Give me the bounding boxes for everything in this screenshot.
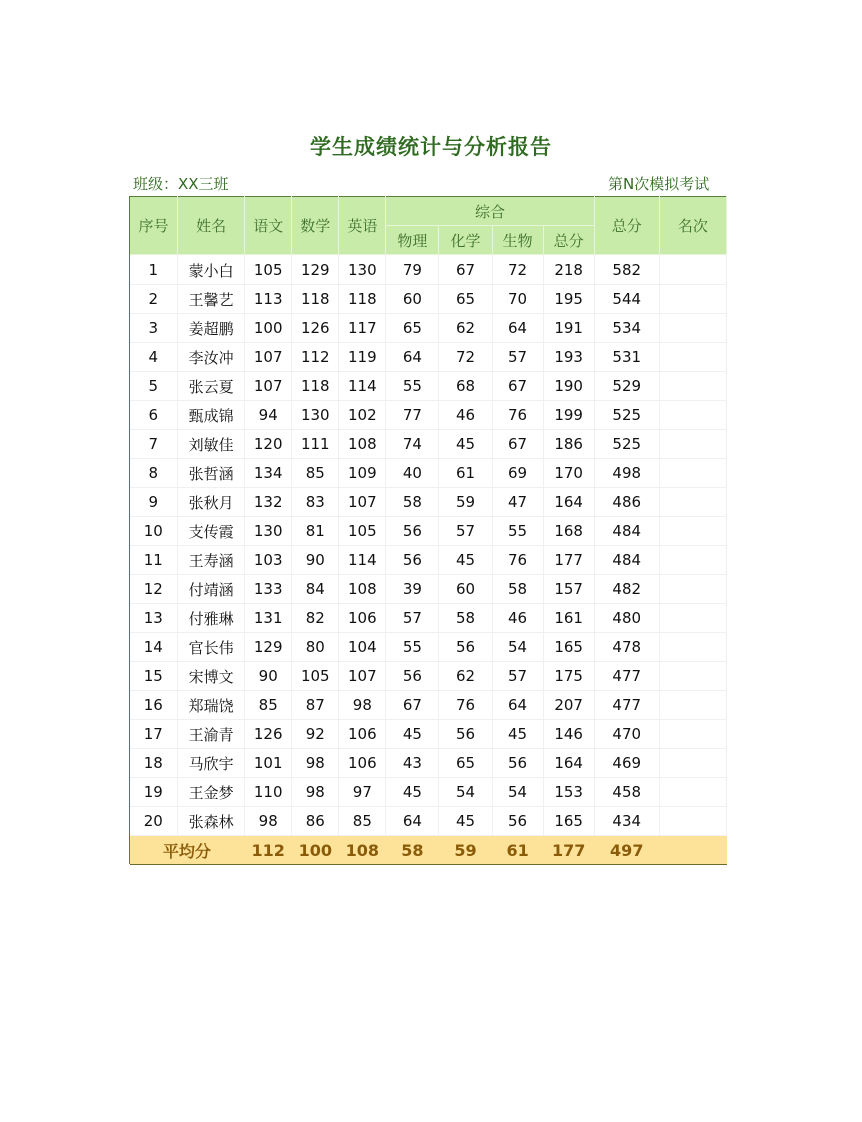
cell-index: 12 xyxy=(130,575,178,604)
cell-chemistry: 60 xyxy=(439,575,492,604)
cell-chinese: 129 xyxy=(245,633,292,662)
table-row xyxy=(130,662,727,691)
cell-index: 6 xyxy=(130,401,178,430)
cell-rank xyxy=(659,720,726,749)
header-total: 总分 xyxy=(594,197,659,255)
cell-name: 张秋月 xyxy=(178,488,245,517)
cell-math: 98 xyxy=(292,749,339,778)
cell-physics: 39 xyxy=(386,575,439,604)
cell-chinese: 105 xyxy=(245,255,292,285)
cell-index: 8 xyxy=(130,459,178,488)
cell-rank xyxy=(659,459,726,488)
table-row xyxy=(130,343,727,372)
cell-english: 106 xyxy=(339,604,386,633)
cell-chemistry: 72 xyxy=(439,343,492,372)
cell-total: 484 xyxy=(594,517,659,546)
average-english: 108 xyxy=(339,836,386,865)
cell-chemistry: 56 xyxy=(439,633,492,662)
cell-name: 郑瑞饶 xyxy=(178,691,245,720)
table-row xyxy=(130,720,727,749)
cell-physics: 60 xyxy=(386,285,439,314)
cell-chemistry: 59 xyxy=(439,488,492,517)
cell-english: 119 xyxy=(339,343,386,372)
cell-chinese: 134 xyxy=(245,459,292,488)
cell-biology: 56 xyxy=(492,749,543,778)
average-math: 100 xyxy=(292,836,339,865)
cell-biology: 47 xyxy=(492,488,543,517)
header-biology: 生物 xyxy=(492,226,543,255)
cell-rank xyxy=(659,255,726,285)
cell-total: 469 xyxy=(594,749,659,778)
cell-chemistry: 65 xyxy=(439,285,492,314)
cell-index: 14 xyxy=(130,633,178,662)
cell-index: 19 xyxy=(130,778,178,807)
cell-math: 81 xyxy=(292,517,339,546)
cell-math: 105 xyxy=(292,662,339,691)
cell-index: 15 xyxy=(130,662,178,691)
average-chemistry: 59 xyxy=(439,836,492,865)
cell-english: 102 xyxy=(339,401,386,430)
cell-math: 92 xyxy=(292,720,339,749)
cell-rank xyxy=(659,488,726,517)
average-total: 497 xyxy=(594,836,659,865)
cell-rank xyxy=(659,430,726,459)
cell-biology: 72 xyxy=(492,255,543,285)
cell-chemistry: 57 xyxy=(439,517,492,546)
cell-english: 104 xyxy=(339,633,386,662)
cell-english: 106 xyxy=(339,749,386,778)
cell-rank xyxy=(659,604,726,633)
cell-biology: 67 xyxy=(492,372,543,401)
table-row xyxy=(130,778,727,807)
cell-chinese: 85 xyxy=(245,691,292,720)
cell-comp-total: 186 xyxy=(543,430,594,459)
cell-english: 118 xyxy=(339,285,386,314)
cell-rank xyxy=(659,546,726,575)
cell-index: 17 xyxy=(130,720,178,749)
cell-biology: 57 xyxy=(492,343,543,372)
header-name: 姓名 xyxy=(178,197,245,255)
cell-chinese: 107 xyxy=(245,372,292,401)
cell-comp-total: 191 xyxy=(543,314,594,343)
cell-math: 90 xyxy=(292,546,339,575)
cell-name: 王金梦 xyxy=(178,778,245,807)
cell-english: 97 xyxy=(339,778,386,807)
cell-chinese: 103 xyxy=(245,546,292,575)
cell-name: 马欣宇 xyxy=(178,749,245,778)
cell-chinese: 133 xyxy=(245,575,292,604)
average-rank xyxy=(659,836,726,865)
cell-total: 477 xyxy=(594,662,659,691)
cell-chinese: 126 xyxy=(245,720,292,749)
cell-english: 105 xyxy=(339,517,386,546)
cell-name: 张云夏 xyxy=(178,372,245,401)
cell-chemistry: 45 xyxy=(439,546,492,575)
cell-math: 80 xyxy=(292,633,339,662)
cell-physics: 43 xyxy=(386,749,439,778)
cell-physics: 64 xyxy=(386,343,439,372)
cell-chemistry: 67 xyxy=(439,255,492,285)
cell-name: 甄成锦 xyxy=(178,401,245,430)
table-row xyxy=(130,285,727,314)
cell-biology: 58 xyxy=(492,575,543,604)
table-row xyxy=(130,488,727,517)
cell-comp-total: 165 xyxy=(543,633,594,662)
table-row xyxy=(130,691,727,720)
header-rank: 名次 xyxy=(659,197,726,255)
cell-rank xyxy=(659,285,726,314)
cell-name: 张哲涵 xyxy=(178,459,245,488)
cell-physics: 57 xyxy=(386,604,439,633)
table-row xyxy=(130,401,727,430)
cell-total: 486 xyxy=(594,488,659,517)
cell-english: 98 xyxy=(339,691,386,720)
cell-chinese: 94 xyxy=(245,401,292,430)
cell-english: 109 xyxy=(339,459,386,488)
cell-chemistry: 61 xyxy=(439,459,492,488)
cell-english: 85 xyxy=(339,807,386,836)
cell-rank xyxy=(659,343,726,372)
cell-rank xyxy=(659,401,726,430)
cell-physics: 77 xyxy=(386,401,439,430)
header-math: 数学 xyxy=(292,197,339,255)
cell-chinese: 110 xyxy=(245,778,292,807)
cell-biology: 76 xyxy=(492,546,543,575)
cell-chemistry: 65 xyxy=(439,749,492,778)
cell-name: 蒙小白 xyxy=(178,255,245,285)
cell-rank xyxy=(659,749,726,778)
cell-chemistry: 45 xyxy=(439,807,492,836)
cell-chemistry: 68 xyxy=(439,372,492,401)
cell-biology: 69 xyxy=(492,459,543,488)
cell-comp-total: 218 xyxy=(543,255,594,285)
cell-total: 480 xyxy=(594,604,659,633)
table-footer xyxy=(130,836,727,865)
cell-total: 477 xyxy=(594,691,659,720)
cell-rank xyxy=(659,662,726,691)
cell-biology: 64 xyxy=(492,314,543,343)
cell-name: 姜超鹏 xyxy=(178,314,245,343)
table-header xyxy=(130,197,727,255)
cell-comp-total: 164 xyxy=(543,749,594,778)
cell-math: 85 xyxy=(292,459,339,488)
cell-rank xyxy=(659,691,726,720)
cell-total: 525 xyxy=(594,401,659,430)
average-chinese: 112 xyxy=(245,836,292,865)
cell-name: 付靖涵 xyxy=(178,575,245,604)
cell-biology: 45 xyxy=(492,720,543,749)
header-english: 英语 xyxy=(339,197,386,255)
cell-rank xyxy=(659,517,726,546)
cell-math: 86 xyxy=(292,807,339,836)
cell-math: 83 xyxy=(292,488,339,517)
cell-rank xyxy=(659,778,726,807)
cell-biology: 67 xyxy=(492,430,543,459)
cell-chemistry: 45 xyxy=(439,430,492,459)
cell-biology: 70 xyxy=(492,285,543,314)
cell-index: 5 xyxy=(130,372,178,401)
header-chinese: 语文 xyxy=(245,197,292,255)
cell-chemistry: 54 xyxy=(439,778,492,807)
cell-physics: 79 xyxy=(386,255,439,285)
cell-biology: 56 xyxy=(492,807,543,836)
cell-comp-total: 190 xyxy=(543,372,594,401)
cell-physics: 58 xyxy=(386,488,439,517)
table-row xyxy=(130,372,727,401)
average-biology: 61 xyxy=(492,836,543,865)
cell-english: 114 xyxy=(339,546,386,575)
cell-chemistry: 62 xyxy=(439,314,492,343)
cell-total: 458 xyxy=(594,778,659,807)
cell-name: 王寿涵 xyxy=(178,546,245,575)
cell-english: 108 xyxy=(339,430,386,459)
cell-index: 9 xyxy=(130,488,178,517)
cell-total: 484 xyxy=(594,546,659,575)
cell-total: 434 xyxy=(594,807,659,836)
cell-total: 470 xyxy=(594,720,659,749)
cell-english: 107 xyxy=(339,488,386,517)
score-table xyxy=(129,196,727,865)
cell-total: 525 xyxy=(594,430,659,459)
cell-biology: 54 xyxy=(492,633,543,662)
cell-comp-total: 193 xyxy=(543,343,594,372)
cell-biology: 54 xyxy=(492,778,543,807)
cell-comp-total: 195 xyxy=(543,285,594,314)
cell-rank xyxy=(659,372,726,401)
cell-total: 478 xyxy=(594,633,659,662)
cell-index: 7 xyxy=(130,430,178,459)
cell-english: 106 xyxy=(339,720,386,749)
cell-name: 刘敏佳 xyxy=(178,430,245,459)
table-row xyxy=(130,633,727,662)
average-comp-total: 177 xyxy=(543,836,594,865)
average-physics: 58 xyxy=(386,836,439,865)
table-row xyxy=(130,749,727,778)
cell-chemistry: 56 xyxy=(439,720,492,749)
cell-biology: 64 xyxy=(492,691,543,720)
cell-biology: 57 xyxy=(492,662,543,691)
cell-math: 98 xyxy=(292,778,339,807)
cell-rank xyxy=(659,807,726,836)
cell-rank xyxy=(659,633,726,662)
table-row xyxy=(130,430,727,459)
cell-total: 529 xyxy=(594,372,659,401)
cell-physics: 67 xyxy=(386,691,439,720)
table-row xyxy=(130,459,727,488)
table-row xyxy=(130,255,727,285)
cell-english: 107 xyxy=(339,662,386,691)
cell-index: 1 xyxy=(130,255,178,285)
cell-chinese: 130 xyxy=(245,517,292,546)
cell-index: 11 xyxy=(130,546,178,575)
cell-index: 4 xyxy=(130,343,178,372)
cell-physics: 45 xyxy=(386,778,439,807)
cell-chinese: 101 xyxy=(245,749,292,778)
table-row xyxy=(130,807,727,836)
cell-physics: 55 xyxy=(386,633,439,662)
header-comprehensive: 综合 xyxy=(386,197,594,226)
cell-math: 111 xyxy=(292,430,339,459)
cell-name: 支传霞 xyxy=(178,517,245,546)
cell-comp-total: 207 xyxy=(543,691,594,720)
cell-total: 534 xyxy=(594,314,659,343)
header-physics: 物理 xyxy=(386,226,439,255)
cell-index: 13 xyxy=(130,604,178,633)
cell-math: 118 xyxy=(292,372,339,401)
cell-chemistry: 46 xyxy=(439,401,492,430)
header-index: 序号 xyxy=(130,197,178,255)
cell-english: 108 xyxy=(339,575,386,604)
cell-math: 129 xyxy=(292,255,339,285)
cell-math: 82 xyxy=(292,604,339,633)
cell-name: 宋博文 xyxy=(178,662,245,691)
cell-physics: 56 xyxy=(386,546,439,575)
cell-name: 王渝青 xyxy=(178,720,245,749)
cell-biology: 46 xyxy=(492,604,543,633)
cell-comp-total: 170 xyxy=(543,459,594,488)
cell-math: 84 xyxy=(292,575,339,604)
cell-physics: 65 xyxy=(386,314,439,343)
table-row xyxy=(130,604,727,633)
cell-comp-total: 165 xyxy=(543,807,594,836)
table-row xyxy=(130,314,727,343)
cell-physics: 56 xyxy=(386,662,439,691)
cell-math: 130 xyxy=(292,401,339,430)
cell-name: 王馨艺 xyxy=(178,285,245,314)
cell-chinese: 98 xyxy=(245,807,292,836)
cell-biology: 76 xyxy=(492,401,543,430)
table-row xyxy=(130,546,727,575)
score-table-viewport xyxy=(129,196,708,864)
cell-total: 582 xyxy=(594,255,659,285)
average-row xyxy=(130,836,727,865)
cell-index: 3 xyxy=(130,314,178,343)
cell-comp-total: 161 xyxy=(543,604,594,633)
cell-rank xyxy=(659,314,726,343)
cell-index: 20 xyxy=(130,807,178,836)
cell-comp-total: 164 xyxy=(543,488,594,517)
cell-english: 117 xyxy=(339,314,386,343)
cell-comp-total: 146 xyxy=(543,720,594,749)
cell-chemistry: 76 xyxy=(439,691,492,720)
cell-physics: 40 xyxy=(386,459,439,488)
cell-english: 130 xyxy=(339,255,386,285)
table-row xyxy=(130,575,727,604)
cell-chemistry: 62 xyxy=(439,662,492,691)
cell-math: 118 xyxy=(292,285,339,314)
cell-chinese: 90 xyxy=(245,662,292,691)
cell-comp-total: 153 xyxy=(543,778,594,807)
cell-comp-total: 177 xyxy=(543,546,594,575)
average-label: 平均分 xyxy=(130,836,245,865)
table-row xyxy=(130,517,727,546)
cell-biology: 55 xyxy=(492,517,543,546)
cell-comp-total: 175 xyxy=(543,662,594,691)
cell-name: 李汝冲 xyxy=(178,343,245,372)
cell-english: 114 xyxy=(339,372,386,401)
cell-rank xyxy=(659,575,726,604)
cell-chinese: 113 xyxy=(245,285,292,314)
cell-comp-total: 199 xyxy=(543,401,594,430)
cell-comp-total: 157 xyxy=(543,575,594,604)
cell-physics: 55 xyxy=(386,372,439,401)
cell-chemistry: 58 xyxy=(439,604,492,633)
report-title: 学生成绩统计与分析报告 xyxy=(310,135,552,159)
table-body xyxy=(130,255,727,836)
class-label: 班级：XX三班 xyxy=(133,175,229,193)
cell-total: 482 xyxy=(594,575,659,604)
cell-chinese: 131 xyxy=(245,604,292,633)
cell-physics: 45 xyxy=(386,720,439,749)
header-chemistry: 化学 xyxy=(439,226,492,255)
cell-chinese: 132 xyxy=(245,488,292,517)
cell-physics: 64 xyxy=(386,807,439,836)
cell-math: 112 xyxy=(292,343,339,372)
cell-chinese: 100 xyxy=(245,314,292,343)
header-comp-total: 总分 xyxy=(543,226,594,255)
cell-total: 498 xyxy=(594,459,659,488)
cell-math: 126 xyxy=(292,314,339,343)
cell-name: 官长伟 xyxy=(178,633,245,662)
cell-physics: 56 xyxy=(386,517,439,546)
cell-comp-total: 168 xyxy=(543,517,594,546)
cell-chinese: 120 xyxy=(245,430,292,459)
cell-index: 2 xyxy=(130,285,178,314)
cell-total: 531 xyxy=(594,343,659,372)
cell-math: 87 xyxy=(292,691,339,720)
cell-index: 10 xyxy=(130,517,178,546)
cell-chinese: 107 xyxy=(245,343,292,372)
cell-physics: 74 xyxy=(386,430,439,459)
cell-name: 付雅琳 xyxy=(178,604,245,633)
cell-index: 16 xyxy=(130,691,178,720)
exam-label: 第N次模拟考试 xyxy=(608,175,710,193)
cell-index: 18 xyxy=(130,749,178,778)
cell-name: 张森林 xyxy=(178,807,245,836)
cell-total: 544 xyxy=(594,285,659,314)
